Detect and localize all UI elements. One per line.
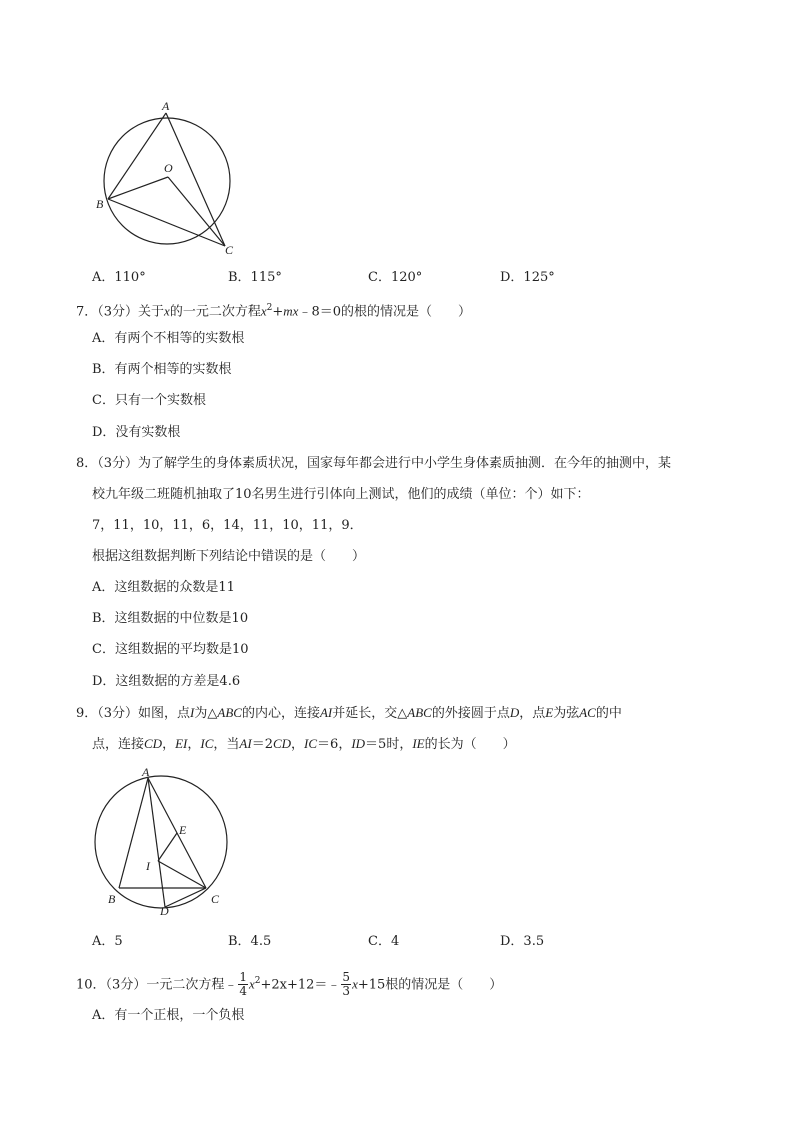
q9-text: 的内心，连接 [241,706,320,721]
q10-prefix: 10．（3分）一元二次方程﹣ [76,977,238,993]
q7-stem [76,300,471,320]
q9-stem-line2 [92,736,516,753]
q8-option-b: B．这组数据的中位数是10 [92,611,249,626]
q9-var: ID [351,736,366,751]
q9-var: IC [200,736,214,751]
q6-label-B: B [96,197,104,211]
q9-text: 为△ [194,706,218,721]
q6-figure [92,96,252,266]
q9-stem-line1 [76,705,622,722]
q7-option-b: B．有两个相等的实数根 [92,362,232,377]
q7-eq-plus: + [272,304,284,320]
q9-text: 为弦 [553,706,580,721]
q9-option-c: C．4 [368,934,400,949]
q9-label-D: D [160,904,169,916]
q10-fraction-1 [238,971,248,998]
q10-option-a: A．有一个正根，一个负根 [92,1008,245,1023]
q8-data: 7，11，10，11，6，14，11，10，11，9． [92,518,363,533]
q6-option-d: D．125° [500,270,555,285]
q9-var: IC [304,736,318,751]
q9-label-A: A [142,766,150,779]
q9-var: D [509,705,520,720]
q9-text: ＝2 [251,737,273,752]
q6-segment-BO [108,177,168,199]
q9-label-E: E [179,823,187,837]
q9-text: 的外接圆于点 [431,706,510,721]
q9-figure [90,766,250,916]
q7-option-c: C．只有一个实数根 [92,393,206,408]
q10-tail: +15根的情况是（ ） [357,977,503,993]
q9-text: ， [162,737,176,752]
q9-var: IE [412,736,425,751]
q9-text: ＝5时， [365,737,413,752]
q8-stem-line1: 8．（3分）为了解学生的身体素质状况，国家每年都会进行中小学生身体素质抽测．在今年的抽测中，某 [76,456,672,471]
q10-fraction-2-numerator: 5 [342,970,351,985]
q9-label-C: C [211,892,220,906]
q6-label-A: A [162,99,170,113]
q10-var-x: x [248,976,255,992]
q9-text: ，当 [213,737,240,752]
q10-exponent: 2 [254,976,261,986]
q9-segment-IE [158,833,177,861]
q10-fraction-2-denominator: 3 [342,984,351,999]
q10-mid: +2x+12＝﹣ [260,977,341,993]
q9-option-a: A．5 [92,934,123,949]
q6-option-a: A．110° [92,270,146,285]
q9-var: CD [272,736,292,751]
q9-text: ， [187,737,201,752]
q6-segment-OC [168,177,225,246]
q9-var: ABC [217,705,242,720]
q6-label-C: C [225,243,234,257]
q9-var: ABC [407,705,432,720]
q6-option-c: C．120° [368,270,423,285]
q9-var: AI [239,736,252,751]
q6-circumcircle [104,118,230,244]
q9-var: AI [319,705,333,720]
q10-fraction-1-denominator: 4 [239,984,247,999]
q7-prefix: 7．（3分）关于 [76,304,165,320]
q10-stem [76,966,503,999]
q9-text: 并延长，交△ [332,706,408,721]
q6-option-b: B．115° [228,270,282,285]
q7-option-d: D．没有实数根 [92,425,181,440]
q7-eq-x: x [260,303,267,319]
q9-label-B: B [108,892,116,906]
q9-var: AC [579,705,596,720]
q10-fraction-2 [341,971,351,998]
q9-text: 的中 [595,706,622,721]
q9-var: CD [144,736,163,751]
q9-text: 的长为（ ） [424,737,516,752]
q7-suffix: 的根的情况是（ ） [340,304,471,320]
q9-var: I [190,705,195,720]
q7-eq-exp: 2 [266,303,273,313]
q7-eq-mx: mx [283,303,299,319]
q9-text: ， [291,737,305,752]
q9-segment-AB [119,778,148,888]
q6-label-O: O [164,161,173,175]
q10-var-x: x [352,976,358,992]
q7-option-a: A．有两个不相等的实数根 [92,331,245,346]
q8-option-d: D．这组数据的方差是4.6 [92,674,241,689]
q9-segment-CD [165,888,206,907]
q9-text: 9．（3分）如图，点 [76,706,191,721]
q9-option-d: D．3.5 [500,934,545,949]
q9-var: EI [175,736,188,751]
q8-option-c: C．这组数据的平均数是10 [92,642,249,657]
q7-eq-rest: ﹣8＝0 [298,304,341,320]
q9-text: 点，连接 [92,737,145,752]
q9-text: ，点 [519,706,546,721]
q7-var-x: x [164,303,170,319]
q9-var: E [545,705,554,720]
q10-fraction-1-numerator: 1 [239,970,247,985]
q8-question: 根据这组数据判断下列结论中错误的是（ ） [92,549,366,564]
q8-option-a: A．这组数据的众数是11 [92,580,235,595]
q9-text: ＝6， [317,737,352,752]
q9-option-b: B．4.5 [228,934,272,949]
q9-label-I: I [146,859,150,873]
q7-mid: 的一元二次方程 [169,304,261,320]
q8-stem-line2: 校九年级二班随机抽取了10名男生进行引体向上测试，他们的成绩（单位：个）如下： [92,487,590,502]
